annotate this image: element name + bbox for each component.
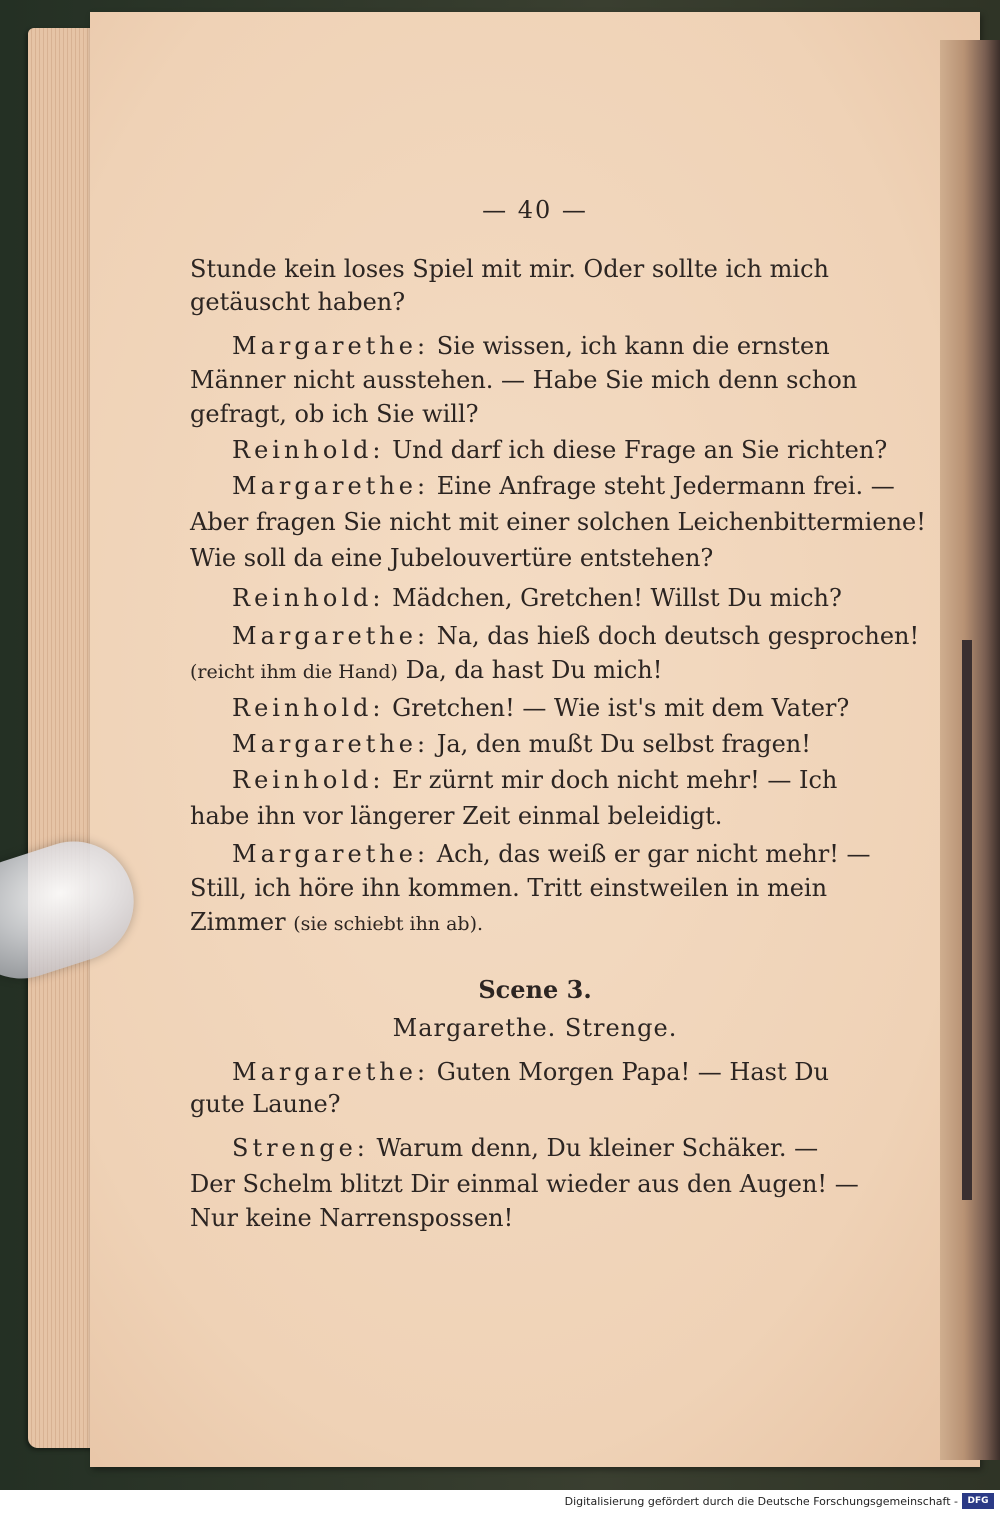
speaker-name: Reinhold: xyxy=(232,766,385,794)
scene-persons: Margarethe. Strenge. xyxy=(392,1014,678,1042)
dialogue-line: Strenge: Warum denn, Du kleiner Schäker. — xyxy=(232,1134,819,1162)
speaker-name: Reinhold: xyxy=(232,584,385,612)
speaker-name: Margarethe: xyxy=(232,730,430,758)
dialogue-line: Margarethe: Eine Anfrage steht Jedermann frei. — xyxy=(232,472,895,500)
page-number: — 40 — xyxy=(482,196,588,224)
dialogue-line: Reinhold: Und darf ich diese Frage an Sie richten? xyxy=(232,436,888,464)
speaker-name: Strenge: xyxy=(232,1134,369,1162)
digitization-footer xyxy=(0,1490,1000,1513)
stage-direction: (reicht ihm die Hand) xyxy=(190,661,398,683)
footer-credit: Digitalisierung gefördert durch die Deutsche Forschungsgemeinschaft - xyxy=(564,1495,958,1508)
book-spine-edge xyxy=(962,640,972,1200)
speaker-name: Margarethe: xyxy=(232,1058,430,1086)
text-line: Aber fragen Sie nicht mit einer solchen Leichenbittermiene! xyxy=(190,508,926,536)
dialogue-line: Reinhold: Gretchen! — Wie ist's mit dem Vater? xyxy=(232,694,850,722)
text-line: gefragt, ob ich Sie will? xyxy=(190,400,479,428)
speaker-name: Reinhold: xyxy=(232,436,385,464)
text-line: Wie soll da eine Jubelouvertüre entstehen? xyxy=(190,544,714,572)
dialogue-line: Margarethe: Na, das hieß doch deutsch gesprochen! xyxy=(232,622,920,650)
speaker-name: Reinhold: xyxy=(232,694,385,722)
text-line: getäuscht haben? xyxy=(190,288,406,316)
speaker-name: Margarethe: xyxy=(232,622,430,650)
dialogue-line: Reinhold: Mädchen, Gretchen! Willst Du mich? xyxy=(232,584,842,612)
dfg-logo: DFG xyxy=(962,1493,994,1509)
text-line: gute Laune? xyxy=(190,1090,341,1118)
dialogue-line: Margarethe: Guten Morgen Papa! — Hast Du xyxy=(232,1058,829,1086)
speaker-name: Margarethe: xyxy=(232,472,430,500)
dialogue-line: Margarethe: Ach, das weiß er gar nicht mehr! — xyxy=(232,840,871,868)
text-line: Zimmer (sie schiebt ihn ab). xyxy=(190,908,484,936)
speaker-name: Margarethe: xyxy=(232,332,430,360)
speaker-name: Margarethe: xyxy=(232,840,430,868)
dialogue-line: Margarethe: Sie wissen, ich kann die ernsten xyxy=(232,332,830,360)
dialogue-line: Reinhold: Er zürnt mir doch nicht mehr! — Ich xyxy=(232,766,838,794)
text-line: Stunde kein loses Spiel mit mir. Oder sollte ich mich xyxy=(190,255,829,283)
text-line: Der Schelm blitzt Dir einmal wieder aus den Augen! — xyxy=(190,1170,859,1198)
text-line: Nur keine Narrenspossen! xyxy=(190,1204,514,1232)
stage-direction: (sie schiebt ihn ab). xyxy=(293,913,484,935)
dialogue-line: Margarethe: Ja, den mußt Du selbst fragen! xyxy=(232,730,811,758)
text-line: Still, ich höre ihn kommen. Tritt einstweilen in mein xyxy=(190,874,828,902)
text-line: Männer nicht ausstehen. — Habe Sie mich denn schon xyxy=(190,366,858,394)
text-line: habe ihn vor längerer Zeit einmal beleidigt. xyxy=(190,802,723,830)
text-line: (reicht ihm die Hand) Da, da hast Du mich! xyxy=(190,656,663,684)
scene-heading: Scene 3. xyxy=(478,975,592,1004)
